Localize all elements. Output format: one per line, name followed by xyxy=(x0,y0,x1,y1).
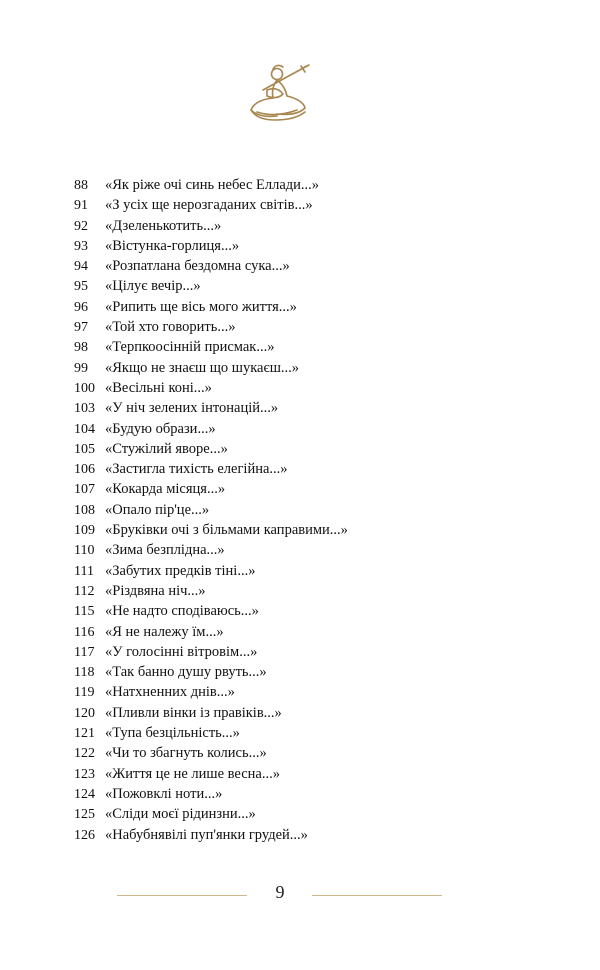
toc-page-number: 117 xyxy=(74,644,95,660)
toc-entry xyxy=(74,195,348,215)
toc-page-number: 112 xyxy=(74,583,95,599)
toc-title: «Застигла тихість елегійна...» xyxy=(105,461,288,478)
toc-page-number: 109 xyxy=(74,523,95,539)
toc-page-number: 108 xyxy=(74,502,95,518)
toc-entry xyxy=(74,175,348,195)
toc-page-number: 88 xyxy=(74,178,88,193)
toc-entry xyxy=(74,662,348,682)
toc-entry xyxy=(74,581,348,601)
toc-page-number: 124 xyxy=(74,786,95,802)
toc-title: «Забутих предків тіні...» xyxy=(105,562,256,579)
seated-musician-emblem-icon xyxy=(243,60,319,126)
table-of-contents xyxy=(74,175,348,845)
toc-title: «Зима безплідна...» xyxy=(105,542,225,559)
toc-title: «Пливли вінки із правіків...» xyxy=(105,704,282,721)
toc-entry xyxy=(74,804,348,824)
toc-entry xyxy=(74,743,348,763)
toc-entry xyxy=(74,317,348,337)
toc-title: «Той хто говорить...» xyxy=(105,319,236,336)
toc-entry xyxy=(74,358,348,378)
toc-entry xyxy=(74,419,348,439)
toc-page-number: 106 xyxy=(74,462,95,478)
toc-title: «Весільні коні...» xyxy=(105,379,212,396)
toc-title: «Будую образи...» xyxy=(105,420,216,437)
toc-entry xyxy=(74,601,348,621)
toc-entry xyxy=(74,236,348,256)
toc-page-number: 110 xyxy=(74,543,95,559)
toc-entry xyxy=(74,479,348,499)
toc-entry xyxy=(74,398,348,418)
toc-entry xyxy=(74,622,348,642)
toc-entry xyxy=(74,561,348,581)
toc-title: «Я не належу їм...» xyxy=(105,623,224,640)
toc-page-number: 91 xyxy=(74,198,88,214)
footer-rule-left xyxy=(117,895,247,896)
toc-page-number: 111 xyxy=(74,563,94,579)
toc-page-number: 118 xyxy=(74,665,95,681)
toc-page-number: 123 xyxy=(74,766,95,782)
toc-title: «Життя це не лише весна...» xyxy=(105,765,280,782)
toc-title: «Набубнявілі пуп'янки грудей...» xyxy=(105,826,308,843)
toc-entry xyxy=(74,682,348,702)
toc-page-number: 107 xyxy=(74,482,95,498)
toc-title: «Опало пір'це...» xyxy=(105,501,210,518)
toc-entry xyxy=(74,520,348,540)
toc-title: «Цілує вечір...» xyxy=(105,278,201,295)
toc-title: «Пожовклі ноти...» xyxy=(105,785,223,802)
toc-page-number: 115 xyxy=(74,604,95,620)
toc-title: «Кокарда місяця...» xyxy=(105,481,226,498)
toc-entry xyxy=(74,825,348,845)
toc-page-number: 121 xyxy=(74,726,95,742)
toc-title: «Розпатлана бездомна сука...» xyxy=(105,258,290,275)
toc-title: «Так банно душу рвуть...» xyxy=(105,664,267,681)
toc-title: «Чи то збагнуть колись...» xyxy=(105,745,267,762)
toc-page-number: 122 xyxy=(74,746,95,762)
toc-entry xyxy=(74,784,348,804)
toc-title: «Терпкоосінній присмак...» xyxy=(105,339,275,356)
toc-entry xyxy=(74,297,348,317)
toc-title: «Як ріже очі синь небес Еллади...» xyxy=(105,177,320,193)
toc-title: «Не надто сподіваюсь...» xyxy=(105,603,259,620)
toc-page-number: 94 xyxy=(74,259,88,275)
toc-entry xyxy=(74,337,348,357)
toc-title: «У ніч зелених інтонацій...» xyxy=(105,400,279,417)
toc-entry xyxy=(74,459,348,479)
toc-page-number: 105 xyxy=(74,441,95,457)
toc-page-number: 103 xyxy=(74,401,95,417)
toc-page-number: 99 xyxy=(74,360,88,376)
toc-page-number: 92 xyxy=(74,218,88,234)
footer-rule-right xyxy=(312,895,442,896)
toc-entry xyxy=(74,276,348,296)
toc-title: «Бруківки очі з більмами каправими...» xyxy=(105,522,348,539)
toc-title: «Сліди моєї рідинзни...» xyxy=(105,806,256,823)
toc-title: «Стужілий яворе...» xyxy=(105,440,228,457)
toc-title: «Вістунка-горлиця...» xyxy=(105,237,240,254)
toc-page-number: 95 xyxy=(74,279,88,295)
toc-page-number: 126 xyxy=(74,827,95,843)
toc-title: «Натхненних днів...» xyxy=(105,684,235,701)
toc-title: «Тупа безцільність...» xyxy=(105,725,240,742)
toc-entry xyxy=(74,703,348,723)
toc-entry xyxy=(74,256,348,276)
toc-page-number: 97 xyxy=(74,320,88,336)
toc-page-number: 119 xyxy=(74,685,95,701)
toc-title: «Різдвяна ніч...» xyxy=(105,582,206,599)
toc-entry xyxy=(74,216,348,236)
toc-page-number: 104 xyxy=(74,421,95,437)
toc-entry xyxy=(74,439,348,459)
toc-entry xyxy=(74,642,348,662)
toc-page-number: 100 xyxy=(74,380,95,396)
toc-title: «У голосінні вітровім...» xyxy=(105,643,258,660)
toc-entry xyxy=(74,540,348,560)
toc-entry xyxy=(74,500,348,520)
toc-title: «З усіх ще нерозгаданих світів...» xyxy=(105,197,313,214)
toc-title: «Дзеленькотить...» xyxy=(105,217,222,234)
toc-page-number: 96 xyxy=(74,299,88,315)
toc-title: «Рипить ще вісь мого життя...» xyxy=(105,298,297,315)
toc-page-number: 125 xyxy=(74,807,95,823)
toc-page-number: 120 xyxy=(74,705,95,721)
toc-entry xyxy=(74,378,348,398)
toc-title: «Якщо не знаєш що шукаєш...» xyxy=(105,359,299,376)
toc-page-number: 98 xyxy=(74,340,88,356)
toc-entry xyxy=(74,764,348,784)
footer-page-number: 9 xyxy=(275,882,285,902)
toc-page-number: 93 xyxy=(74,238,88,254)
toc-page-number: 116 xyxy=(74,624,95,640)
toc-entry xyxy=(74,723,348,743)
